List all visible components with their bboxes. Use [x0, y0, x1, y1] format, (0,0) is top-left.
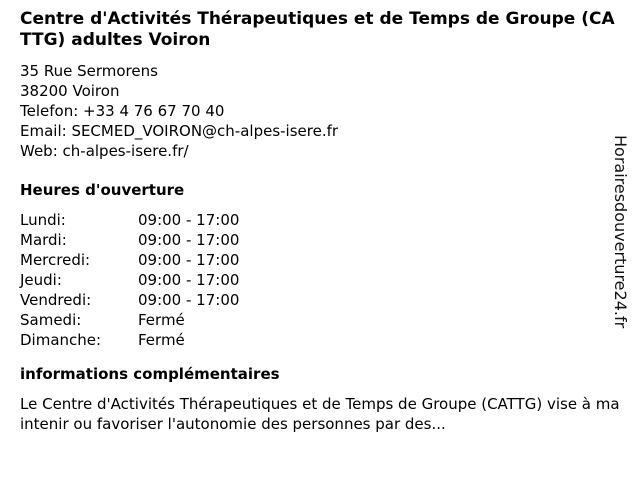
day-label: Samedi: [20, 311, 82, 329]
day-label: Lundi: [20, 211, 66, 229]
day-label: Mardi: [20, 231, 67, 249]
time-value: 09:00 - 17:00 [138, 211, 240, 229]
time-value: Fermé [138, 311, 185, 329]
hours-row [20, 290, 620, 310]
time-value: 09:00 - 17:00 [138, 271, 240, 289]
hours-row [20, 310, 620, 330]
time-value: 09:00 - 17:00 [138, 231, 240, 249]
address-block [20, 61, 620, 161]
hours-row [20, 330, 620, 350]
street-address: 35 Rue Sermorens [20, 62, 158, 80]
time-value: Fermé [138, 331, 185, 349]
hours-heading: Heures d'ouverture [20, 181, 185, 199]
city-postcode: 38200 Voiron [20, 82, 120, 100]
email-line: Email: SECMED_VOIRON@ch-alpes-isere.fr [20, 122, 339, 140]
day-label: Vendredi: [20, 291, 92, 309]
site-brand-vertical: Horairesdouverture24.fr [611, 135, 630, 329]
info-heading: informations complémentaires [20, 365, 280, 383]
time-value: 09:00 - 17:00 [138, 291, 240, 309]
hours-row [20, 210, 620, 230]
hours-row [20, 250, 620, 270]
day-label: Dimanche: [20, 331, 102, 349]
day-label: Mercredi: [20, 251, 91, 269]
listing-content [20, 9, 620, 434]
description-text: Le Centre d'Activités Thérapeutiques et de Temps de Groupe (CATTG) vise à maintenir ou favoriser l'autonomie des personnes par des... [20, 395, 620, 433]
hours-row [20, 270, 620, 290]
phone-line: Telefon: +33 4 76 67 70 40 [20, 102, 225, 120]
listing-title: Centre d'Activités Thérapeutiques et de Temps de Groupe (CATTG) adultes Voiron [20, 9, 615, 50]
opening-hours-table [20, 210, 620, 350]
time-value: 09:00 - 17:00 [138, 251, 240, 269]
day-label: Jeudi: [20, 271, 62, 289]
hours-row [20, 230, 620, 250]
website-line: Web: ch-alpes-isere.fr/ [20, 142, 189, 160]
